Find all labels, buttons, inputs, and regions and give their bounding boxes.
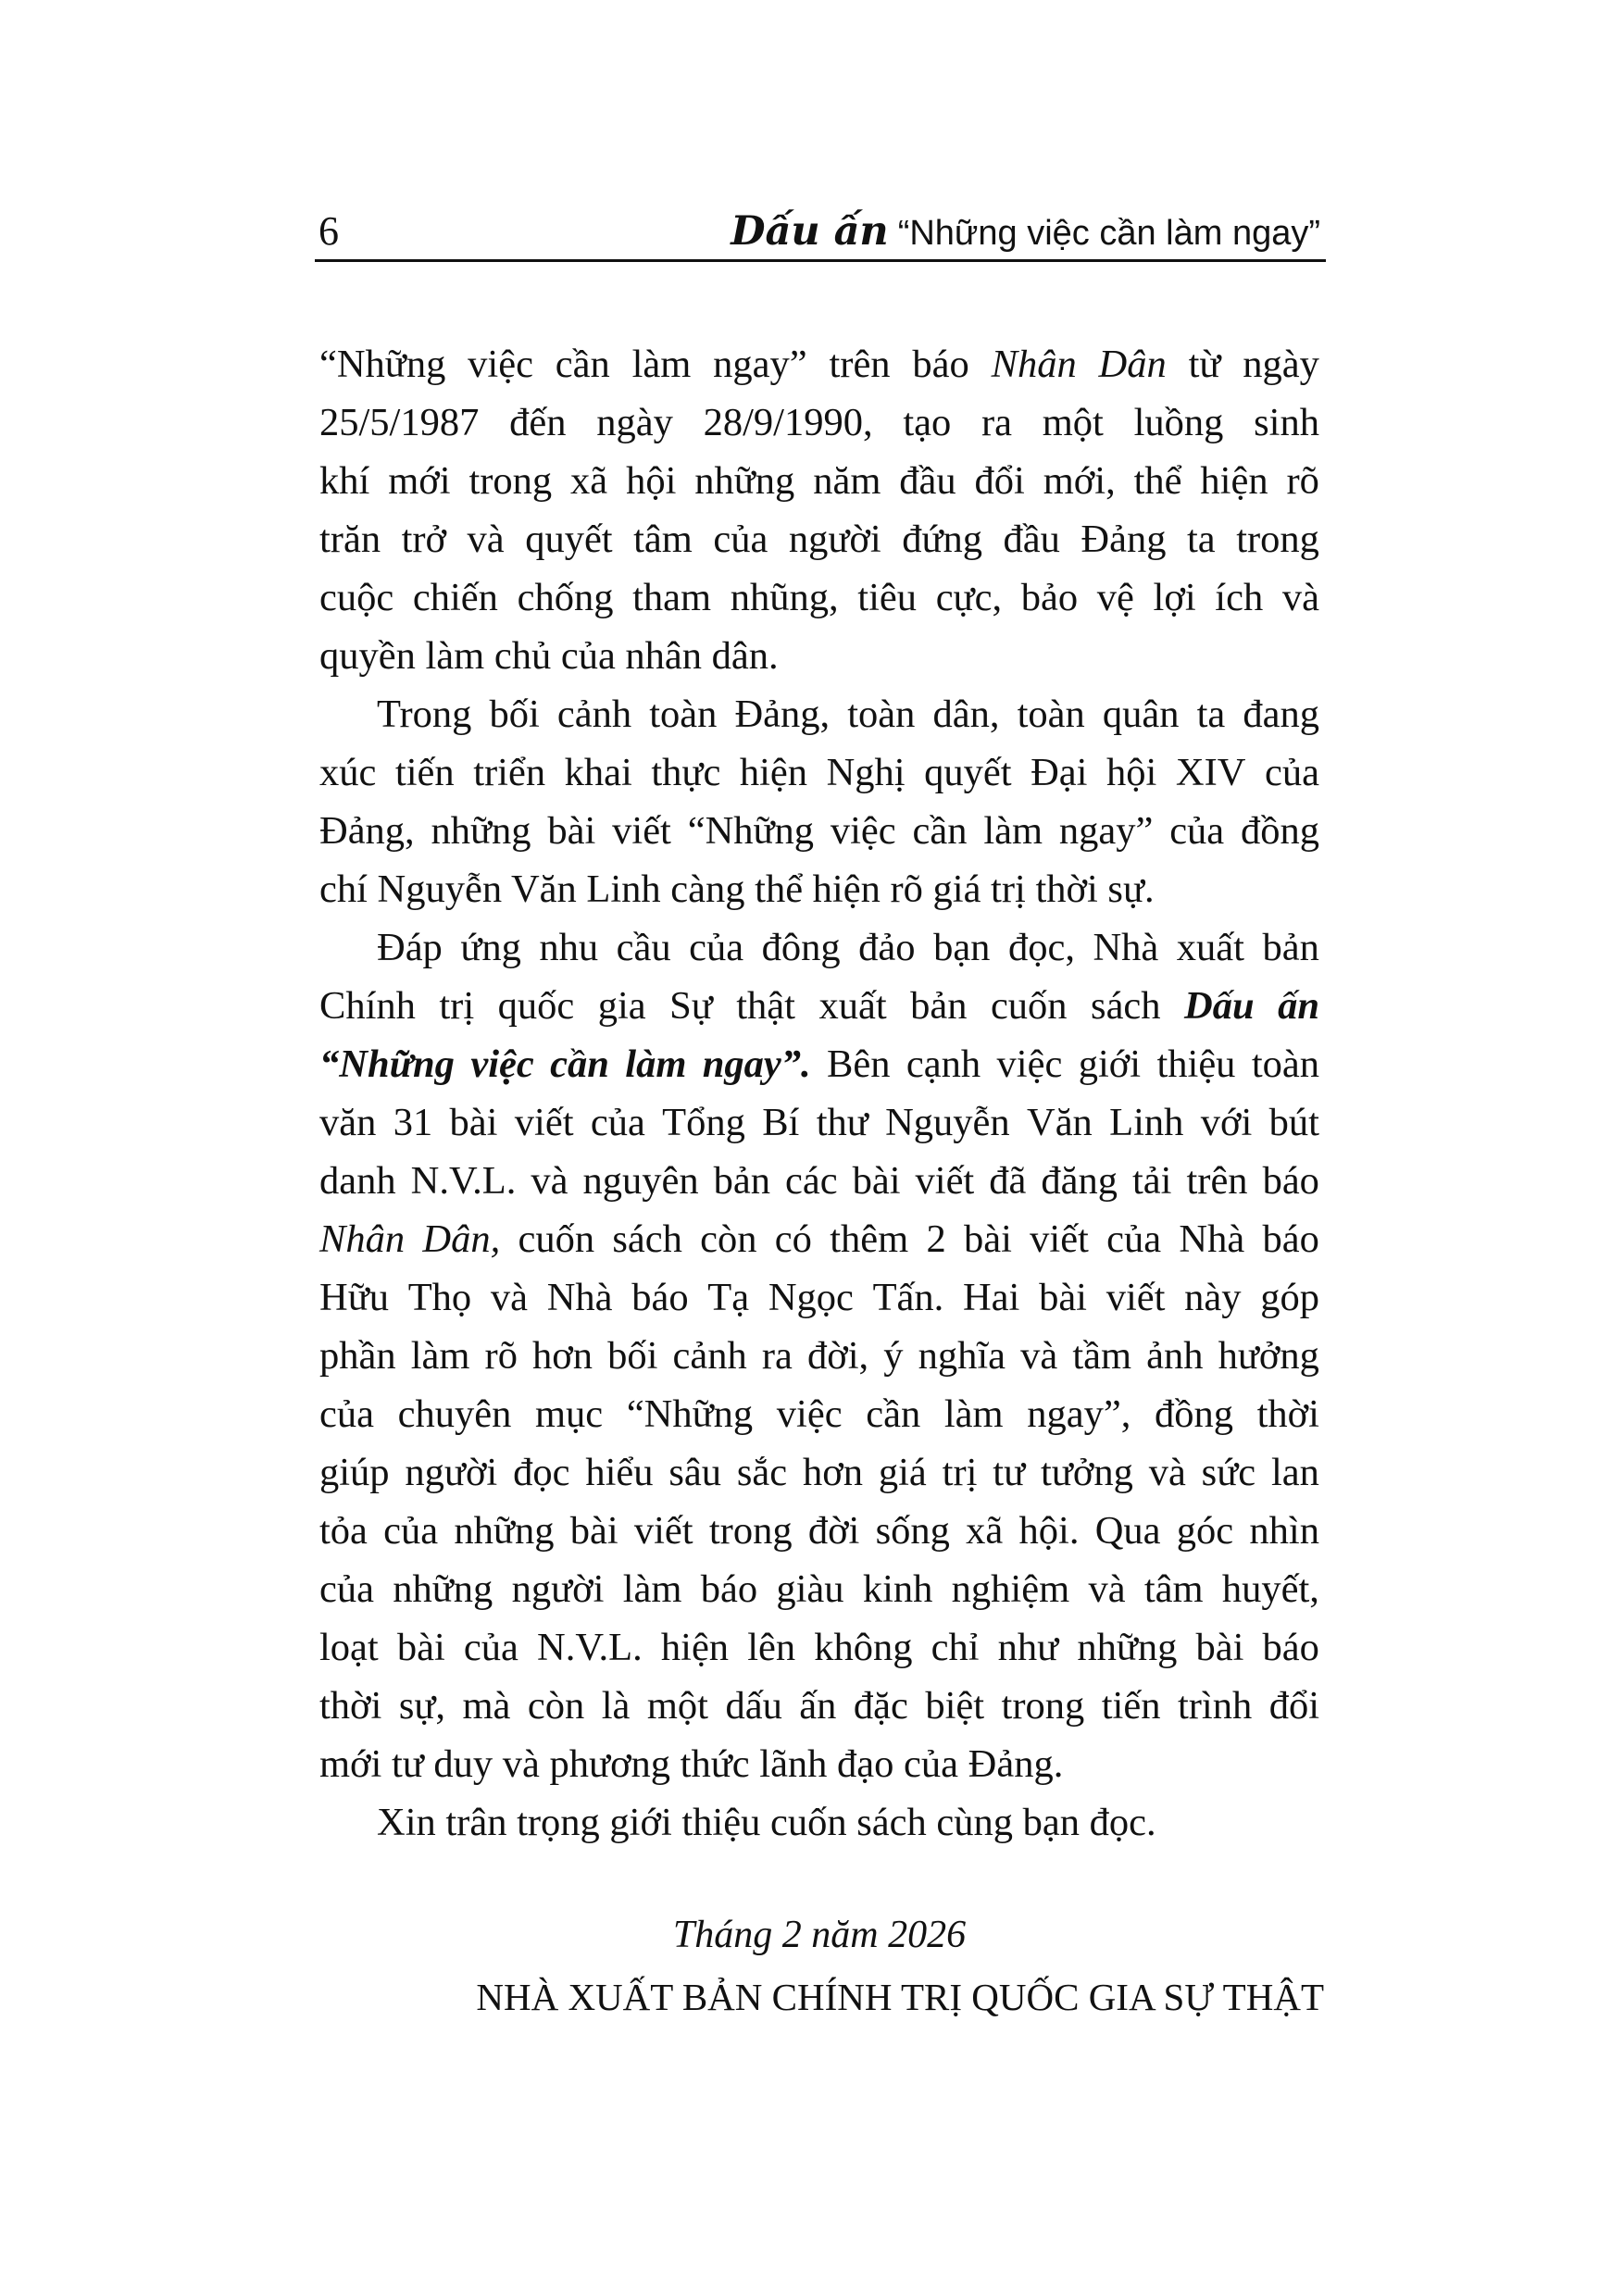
- text-line: của những người làm báo giàu kinh nghiệm và tâm huyết,: [319, 1567, 1319, 1611]
- page-header: [315, 202, 1326, 262]
- running-title: [731, 208, 1320, 255]
- text-line: Trong bối cảnh toàn Đảng, toàn dân, toàn quân ta đang: [377, 693, 1319, 736]
- text-line: Xin trân trọng giới thiệu cuốn sách cùng bạn đọc.: [377, 1801, 1156, 1844]
- text-line: Đáp ứng nhu cầu của đông đảo bạn đọc, Nhà xuất bản: [377, 926, 1319, 969]
- text-line: Nhân Dân, cuốn sách còn có thêm 2 bài viết của Nhà báo: [319, 1217, 1319, 1261]
- page-number: 6: [319, 208, 339, 254]
- text-line: của chuyên mục “Những việc cần làm ngay”, đồng thời: [319, 1392, 1319, 1436]
- body-text: [319, 335, 1319, 1852]
- running-title-subtitle: “Những việc cần làm ngay”: [897, 214, 1320, 253]
- closing-publisher: NHÀ XUẤT BẢN CHÍNH TRỊ QUỐC GIA SỰ THẬT: [476, 1976, 1324, 2018]
- text-line: loạt bài của N.V.L. hiện lên không chỉ như những bài báo: [319, 1626, 1319, 1669]
- text-line: tỏa của những bài viết trong đời sống xã hội. Qua góc nhìn: [319, 1509, 1319, 1553]
- closing-date: Tháng 2 năm 2026: [672, 1914, 967, 1956]
- text-line: cuộc chiến chống tham nhũng, tiêu cực, bảo vệ lợi ích và: [319, 576, 1319, 619]
- text-line: Chính trị quốc gia Sự thật xuất bản cuốn sách Dấu ấn: [319, 984, 1319, 1028]
- text-line: giúp người đọc hiểu sâu sắc hơn giá trị tư tưởng và sức lan: [319, 1451, 1319, 1494]
- text-line: “Những việc cần làm ngay” trên báo Nhân Dân từ ngày: [319, 343, 1319, 386]
- text-line: chí Nguyễn Văn Linh càng thể hiện rõ giá trị thời sự.: [319, 867, 1155, 911]
- text-line: 25/5/1987 đến ngày 28/9/1990, tạo ra một luồng sinh: [319, 401, 1319, 444]
- text-line: xúc tiến triển khai thực hiện Nghị quyết Đại hội XIV của: [319, 751, 1319, 794]
- text-line: Hữu Thọ và Nhà báo Tạ Ngọc Tấn. Hai bài viết này góp: [319, 1276, 1319, 1319]
- text-line: mới tư duy và phương thức lãnh đạo của Đảng.: [319, 1742, 1064, 1786]
- text-line: Đảng, những bài viết “Những việc cần làm ngay” của đồng: [319, 809, 1319, 853]
- text-line: khí mới trong xã hội những năm đầu đổi mới, thể hiện rõ: [319, 459, 1319, 503]
- running-title-brand: Dấu ấn: [731, 208, 889, 255]
- text-line: văn 31 bài viết của Tổng Bí thư Nguyễn Văn Linh với bút: [319, 1101, 1319, 1144]
- text-line: trăn trở và quyết tâm của người đứng đầu Đảng ta trong: [319, 518, 1319, 561]
- text-line: “Những việc cần làm ngay”. Bên cạnh việc giới thiệu toàn: [319, 1042, 1319, 1086]
- text-line: quyền làm chủ của nhân dân.: [319, 634, 779, 678]
- text-line: thời sự, mà còn là một dấu ấn đặc biệt trong tiến trình đổi: [319, 1684, 1319, 1728]
- text-line: danh N.V.L. và nguyên bản các bài viết đã đăng tải trên báo: [319, 1159, 1319, 1203]
- text-line: phần làm rõ hơn bối cảnh ra đời, ý nghĩa và tầm ảnh hưởng: [319, 1334, 1319, 1378]
